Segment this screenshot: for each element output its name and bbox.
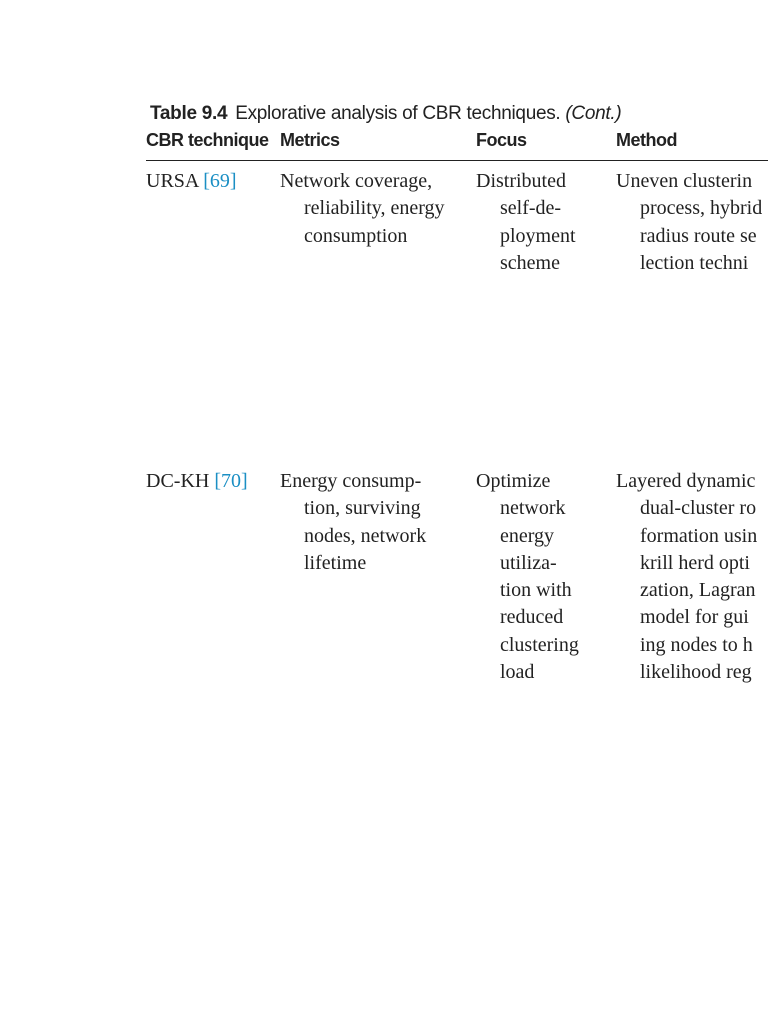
metrics-line: nodes, network [304, 524, 427, 547]
method-line: ing nodes to h [640, 633, 753, 656]
header-metrics: Metrics [280, 130, 340, 150]
metrics-line: Energy consump- [280, 470, 422, 492]
metrics-line: Network coverage, [280, 170, 433, 192]
focus-line: ployment [500, 224, 576, 247]
focus-line: self-de- [500, 197, 562, 220]
focus-line: Optimize [476, 470, 551, 492]
row-1-technique [146, 168, 237, 195]
focus-line: Distributed [476, 170, 566, 192]
row-2-method [616, 468, 757, 686]
table-number: Table 9.4 [150, 103, 228, 124]
method-line: Uneven clusterin [616, 170, 753, 192]
method-line: formation usin [640, 524, 758, 547]
method-line: model for gui [640, 606, 749, 629]
method-line: lection techni [640, 251, 749, 274]
metrics-line: reliability, energy [304, 197, 445, 220]
header-rule [146, 160, 768, 161]
method-line: likelihood reg [640, 661, 752, 684]
citation-link[interactable]: [70] [214, 470, 248, 492]
focus-line: clustering [500, 633, 579, 656]
row-2-focus [476, 468, 579, 686]
technique-name: URSA [146, 170, 199, 192]
header-technique: CBR technique [146, 130, 269, 150]
header-focus: Focus [476, 130, 527, 150]
method-line: radius route se [640, 224, 757, 247]
focus-line: energy [500, 524, 555, 547]
row-2-metrics [280, 468, 426, 577]
citation-link[interactable]: [69] [203, 170, 237, 192]
focus-line: utiliza- [500, 551, 557, 574]
focus-line: scheme [500, 251, 560, 274]
metrics-line: lifetime [304, 551, 367, 574]
method-line: krill herd opti [640, 551, 750, 574]
row-1-metrics [280, 168, 445, 250]
header-method: Method [616, 130, 677, 150]
method-line: process, hybrid [640, 197, 763, 220]
row-1-focus [476, 168, 576, 277]
row-1-method [616, 168, 762, 277]
table-cont-label: (Cont.) [565, 103, 622, 124]
table-caption [150, 103, 621, 125]
technique-name: DC-KH [146, 470, 210, 492]
method-line: zation, Lagran [640, 579, 756, 602]
table-title: Explorative analysis of CBR techniques. [235, 103, 561, 124]
focus-line: tion with [500, 579, 572, 602]
metrics-line: consumption [304, 224, 408, 247]
method-line: dual-cluster ro [640, 497, 757, 520]
row-2-technique [146, 468, 248, 495]
focus-line: load [500, 661, 535, 684]
method-line: Layered dynamic [616, 470, 756, 492]
focus-line: network [500, 497, 566, 520]
focus-line: reduced [500, 606, 564, 629]
metrics-line: tion, surviving [304, 497, 421, 520]
